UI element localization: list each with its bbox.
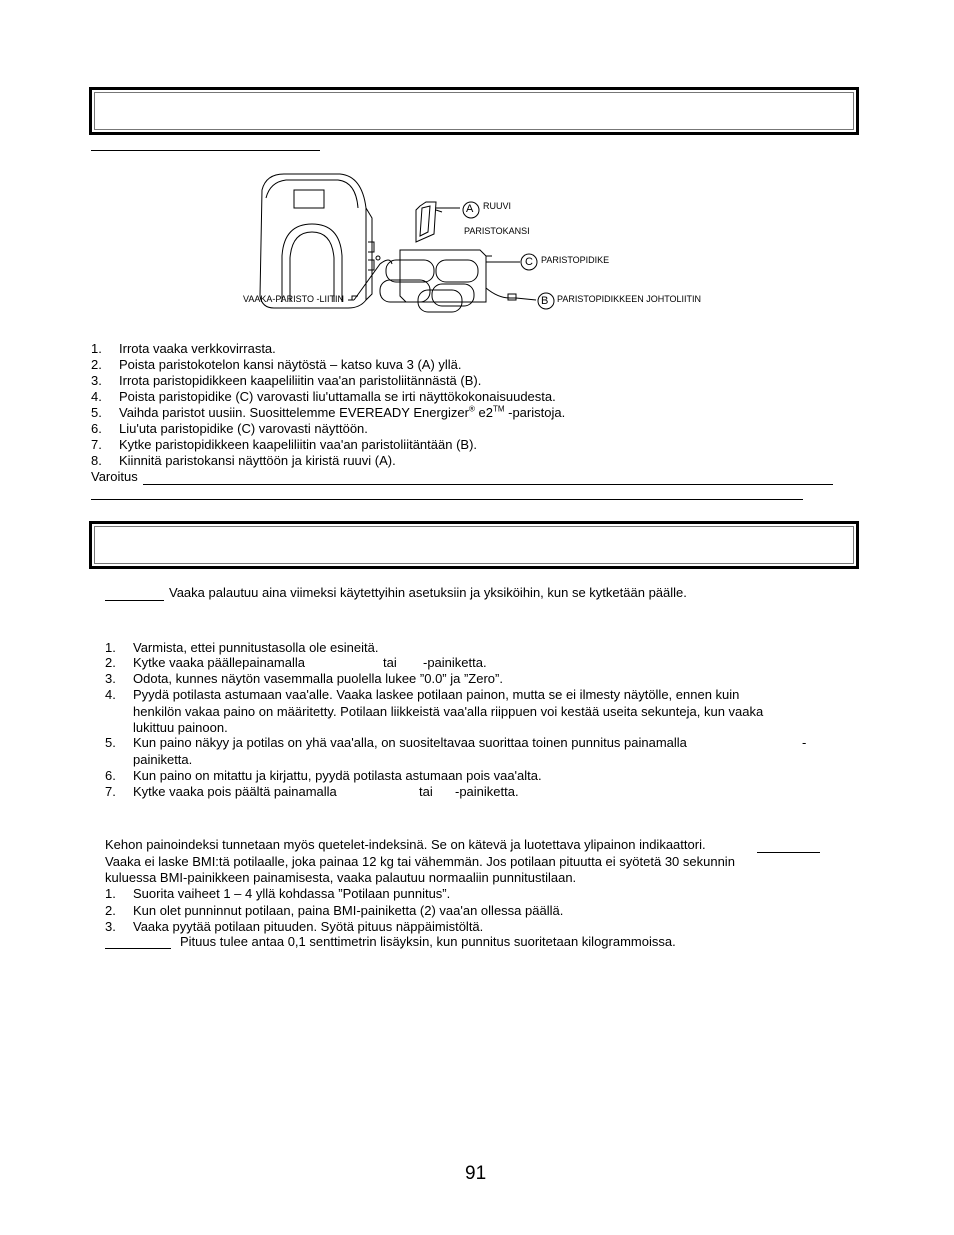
weigh-step-text: Kun paino on mitattu ja kirjattu, pyydä potilasta astumaan pois vaa'alta. [133, 768, 542, 783]
label-paristokansi: PARISTOKANSI [464, 226, 530, 236]
bmi-paragraph: kuluessa BMI-painikkeen painamisesta, vaaka palautuu normaaliin punnitustilaan. [105, 870, 577, 885]
battery-step-text: Irrota vaaka verkkovirrasta. [119, 341, 276, 356]
weigh-step-text: -painiketta. [455, 784, 519, 799]
weigh-step-num: 4. [105, 687, 116, 702]
battery-step-num: 8. [91, 453, 102, 468]
page-number: 91 [465, 1163, 487, 1184]
label-b-letter: B [541, 295, 549, 307]
label-ruuvi: RUUVI [483, 201, 512, 211]
weigh-step-text: lukittuu painoon. [133, 720, 228, 735]
weigh-step-text: -painiketta. [423, 655, 487, 670]
warning-rule-1 [143, 484, 833, 485]
battery-step-text [119, 405, 565, 421]
bmi-note-rule [757, 852, 820, 853]
battery-step-text: Kiinnitä paristokansi näyttöön ja kiristä ruuvi (A). [119, 453, 396, 468]
weigh-step-text: tai [419, 784, 433, 799]
weigh-step-num: 2. [105, 655, 116, 670]
note-text: Vaaka palautuu aina viimeksi käytettyihin asetuksiin ja yksiköihin, kun se kytketään päälle. [169, 585, 687, 600]
bmi-step-text: Vaaka pyytää potilaan pituuden. Syötä pituus näppäimistöltä. [133, 919, 484, 934]
weigh-step-text: tai [383, 655, 397, 670]
label-johtoliitin: PARISTOPIDIKKEEN JOHTOLIITIN [557, 294, 702, 304]
weigh-step-num: 5. [105, 735, 116, 750]
bmi-step-num: 3. [105, 919, 116, 934]
battery-step-text: Irrota paristopidikkeen kaapeliliitin vaa'an paristoliitännästä (B). [119, 373, 482, 388]
battery-step-num: 6. [91, 421, 102, 436]
battery-step-num: 5. [91, 405, 102, 420]
battery-step-num: 3. [91, 373, 102, 388]
trademark-mark: TM [492, 404, 505, 414]
label-a-letter: A [466, 203, 474, 215]
bmi-step-num: 2. [105, 903, 116, 918]
battery-step-text-b: e2 [474, 405, 493, 420]
bmi-step-num: 1. [105, 886, 116, 901]
battery-step-num: 2. [91, 357, 102, 372]
weigh-step-text: Kytke vaaka pois päältä painamalla [133, 784, 337, 799]
battery-step-text: Poista paristopidike (C) varovasti liu'uttamalla se irti näyttökokonaisuudesta. [119, 389, 556, 404]
warning-rule-2 [91, 499, 803, 500]
section-header-box-battery [89, 87, 859, 135]
bmi-note-text: Pituus tulee antaa 0,1 senttimetrin lisäyksin, kun punnitus suoritetaan kilogrammoissa. [180, 934, 676, 949]
label-c-letter: C [525, 256, 533, 268]
battery-step-num: 7. [91, 437, 102, 452]
weigh-step-num: 6. [105, 768, 116, 783]
battery-step-text: Liu'uta paristopidike (C) varovasti näyttöön. [119, 421, 368, 436]
weigh-step-num: 7. [105, 784, 116, 799]
battery-step-text-a: Vaihda paristot uusiin. Suosittelemme EVEREADY Energizer [119, 405, 469, 420]
battery-step-text: Poista paristokotelon kansi näytöstä – katso kuva 3 (A) yllä. [119, 357, 462, 372]
weigh-step-text: Odota, kunnes näytön vasemmalla puolella lukee ”0.0” ja ”Zero”. [133, 671, 503, 686]
bmi-note-label-rule [105, 948, 171, 949]
bmi-step-text: Suorita vaiheet 1 – 4 yllä kohdassa ”Potilaan punnitus”. [133, 886, 451, 901]
battery-step-num: 4. [91, 389, 102, 404]
subheading-underline [91, 150, 320, 151]
weigh-step-dash: - [802, 735, 807, 750]
note-label-rule [105, 600, 164, 601]
bmi-step-text: Kun olet punninnut potilaan, paina BMI-painiketta (2) vaa'an ollessa päällä. [133, 903, 564, 918]
weigh-step-num: 3. [105, 671, 116, 686]
weigh-step-text: painiketta. [133, 752, 193, 767]
bmi-paragraph: Kehon painoindeksi tunnetaan myös quetelet-indeksinä. Se on kätevä ja luotettava ylipainon indikaattori. [105, 837, 706, 852]
section-header-box-weighing [89, 521, 859, 569]
battery-step-text: Kytke paristopidikkeen kaapeliliitin vaa'an paristoliitäntään (B). [119, 437, 478, 452]
battery-step-text-c: -paristoja. [504, 405, 566, 420]
label-vaaka-paristo-liitin: VAAKA-PARISTO -LIITIN [243, 294, 345, 304]
label-paristopidike: PARISTOPIDIKE [541, 255, 610, 265]
weigh-step-text: Pyydä potilasta astumaan vaa'alle. Vaaka laskee potilaan painon, mutta se ei ilmesty näytölle, ennen kuin [133, 687, 740, 702]
weigh-step-text: Kytke vaaka päällepainamalla [133, 655, 305, 670]
warning-label: Varoitus [91, 469, 138, 484]
weigh-step-text: henkilön vakaa paino on määritetty. Potilaan liikkeistä vaa'alla riippuen voi kestää useita sekunteja, kun vaaka [133, 704, 764, 719]
weigh-step-text: Varmista, ettei punnitustasolla ole esineitä. [133, 640, 379, 655]
bmi-paragraph: Vaaka ei laske BMI:tä potilaalle, joka painaa 12 kg tai vähemmän. Jos potilaan pituutta ei syötetä 30 sekunnin [105, 854, 735, 869]
registered-mark: ® [468, 404, 475, 414]
weigh-step-text: Kun paino näkyy ja potilas on yhä vaa'alla, on suositeltavaa suorittaa toinen punnitus painamalla [133, 735, 687, 750]
battery-step-num: 1. [91, 341, 102, 356]
weigh-step-num: 1. [105, 640, 116, 655]
